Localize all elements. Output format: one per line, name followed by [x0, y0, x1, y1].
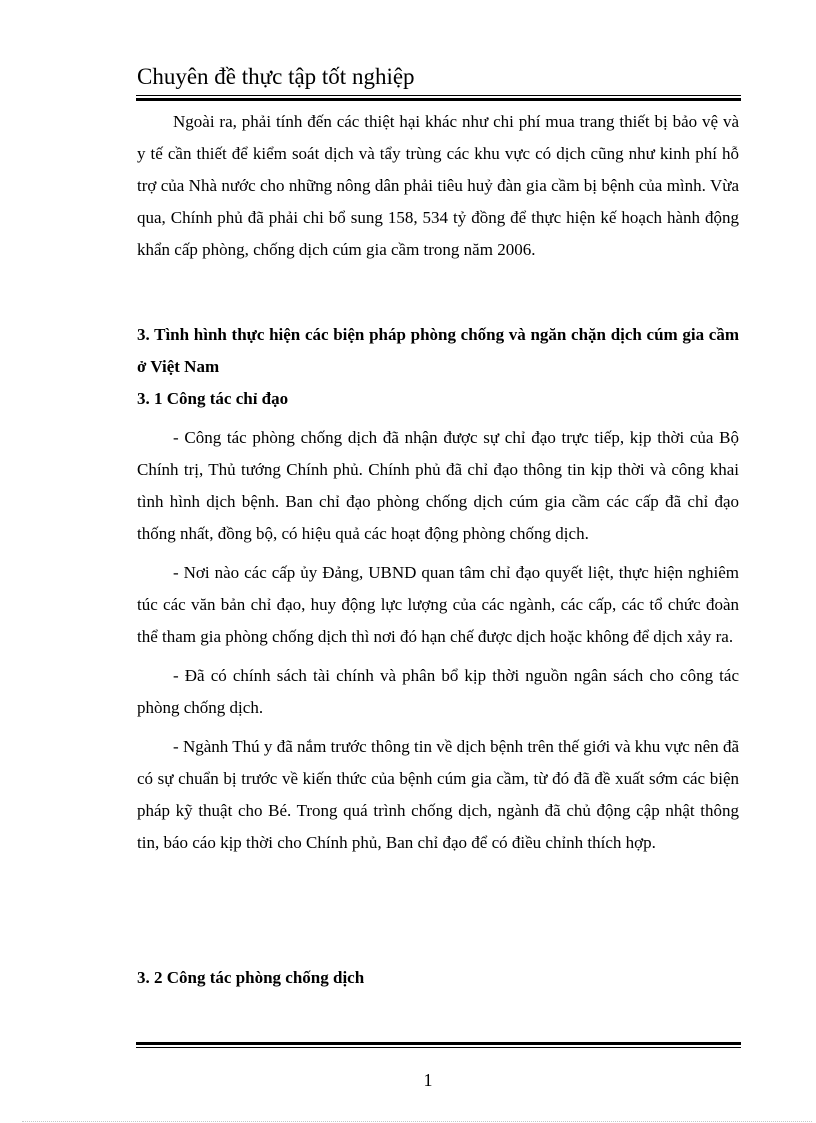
running-header-title: Chuyên đề thực tập tốt nghiệp [137, 64, 415, 89]
section-3-1-heading: 3. 1 Công tác chỉ đạo [137, 389, 289, 408]
paragraph-directive-2: - Nơi nào các cấp ủy Đảng, UBND quan tâm chỉ đạo quyết liệt, thực hiện nghiêm túc các văn bản chỉ đạo, huy động lực lượng của các ngành, các cấp, các tổ chức đoàn thể tham gia phòng chống dịch thì nơi đó hạn chế được dịch hoặc không để dịch xảy ra. [137, 563, 739, 646]
page-number: 1 [423, 1070, 433, 1090]
paragraph-directive-4: - Ngành Thú y đã nắm trước thông tin về dịch bệnh trên thế giới và khu vực nên đã có sự chuẩn bị trước về kiến thức của bệnh cúm gia cầm, từ đó đã đề xuất sớm các biện pháp kỹ thuật cho Bé. Trong quá trình chống dịch, ngành đã chủ động cập nhật thông tin, báo cáo kịp thời cho Chính phủ, Ban chỉ đạo để có điều chỉnh thích hợp. [137, 737, 739, 852]
paragraph-directive-1: - Công tác phòng chống dịch đã nhận được sự chỉ đạo trực tiếp, kịp thời của Bộ Chính trị, Thủ tướng Chính phủ. Chính phủ đã chỉ đạo thông tin kịp thời và công khai tình hình dịch bệnh. Ban chỉ đạo phòng chống dịch cúm gia cầm các cấp đã chỉ đạo thống nhất, đồng bộ, có hiệu quả các hoạt động phòng chống dịch. [137, 428, 739, 543]
paragraph-intro: Ngoài ra, phải tính đến các thiệt hại khác như chi phí mua trang thiết bị bảo vệ và y tế cần thiết để kiểm soát dịch và tẩy trùng các khu vực có dịch cũng như kinh phí hỗ trợ của Nhà nước cho những nông dân phải tiêu huỷ đàn gia cầm bị bệnh của mình. Vừa qua, Chính phủ đã phải chi bổ sung 158, 534 tỷ đồng để thực hiện kế hoạch hành động khẩn cấp phòng, chống dịch cúm gia cầm trong năm 2006. [137, 112, 739, 259]
header-rule-top [136, 95, 741, 96]
paragraph-directive-3: - Đã có chính sách tài chính và phân bổ kịp thời nguồn ngân sách cho công tác phòng chống dịch. [137, 666, 739, 717]
footer-rule-top [136, 1042, 741, 1045]
body-text-section-3-1 [137, 422, 739, 859]
page-edge-divider [22, 1121, 812, 1122]
section-3-heading: 3. Tình hình thực hiện các biện pháp phòng chống và ngăn chặn dịch cúm gia cầm ở Việt Nam [137, 325, 739, 376]
body-text-intro [137, 106, 739, 266]
footer-rule-bottom [136, 1047, 741, 1048]
section-3-2-heading: 3. 2 Công tác phòng chống dịch [137, 968, 365, 987]
header-rule-bottom [136, 98, 741, 101]
